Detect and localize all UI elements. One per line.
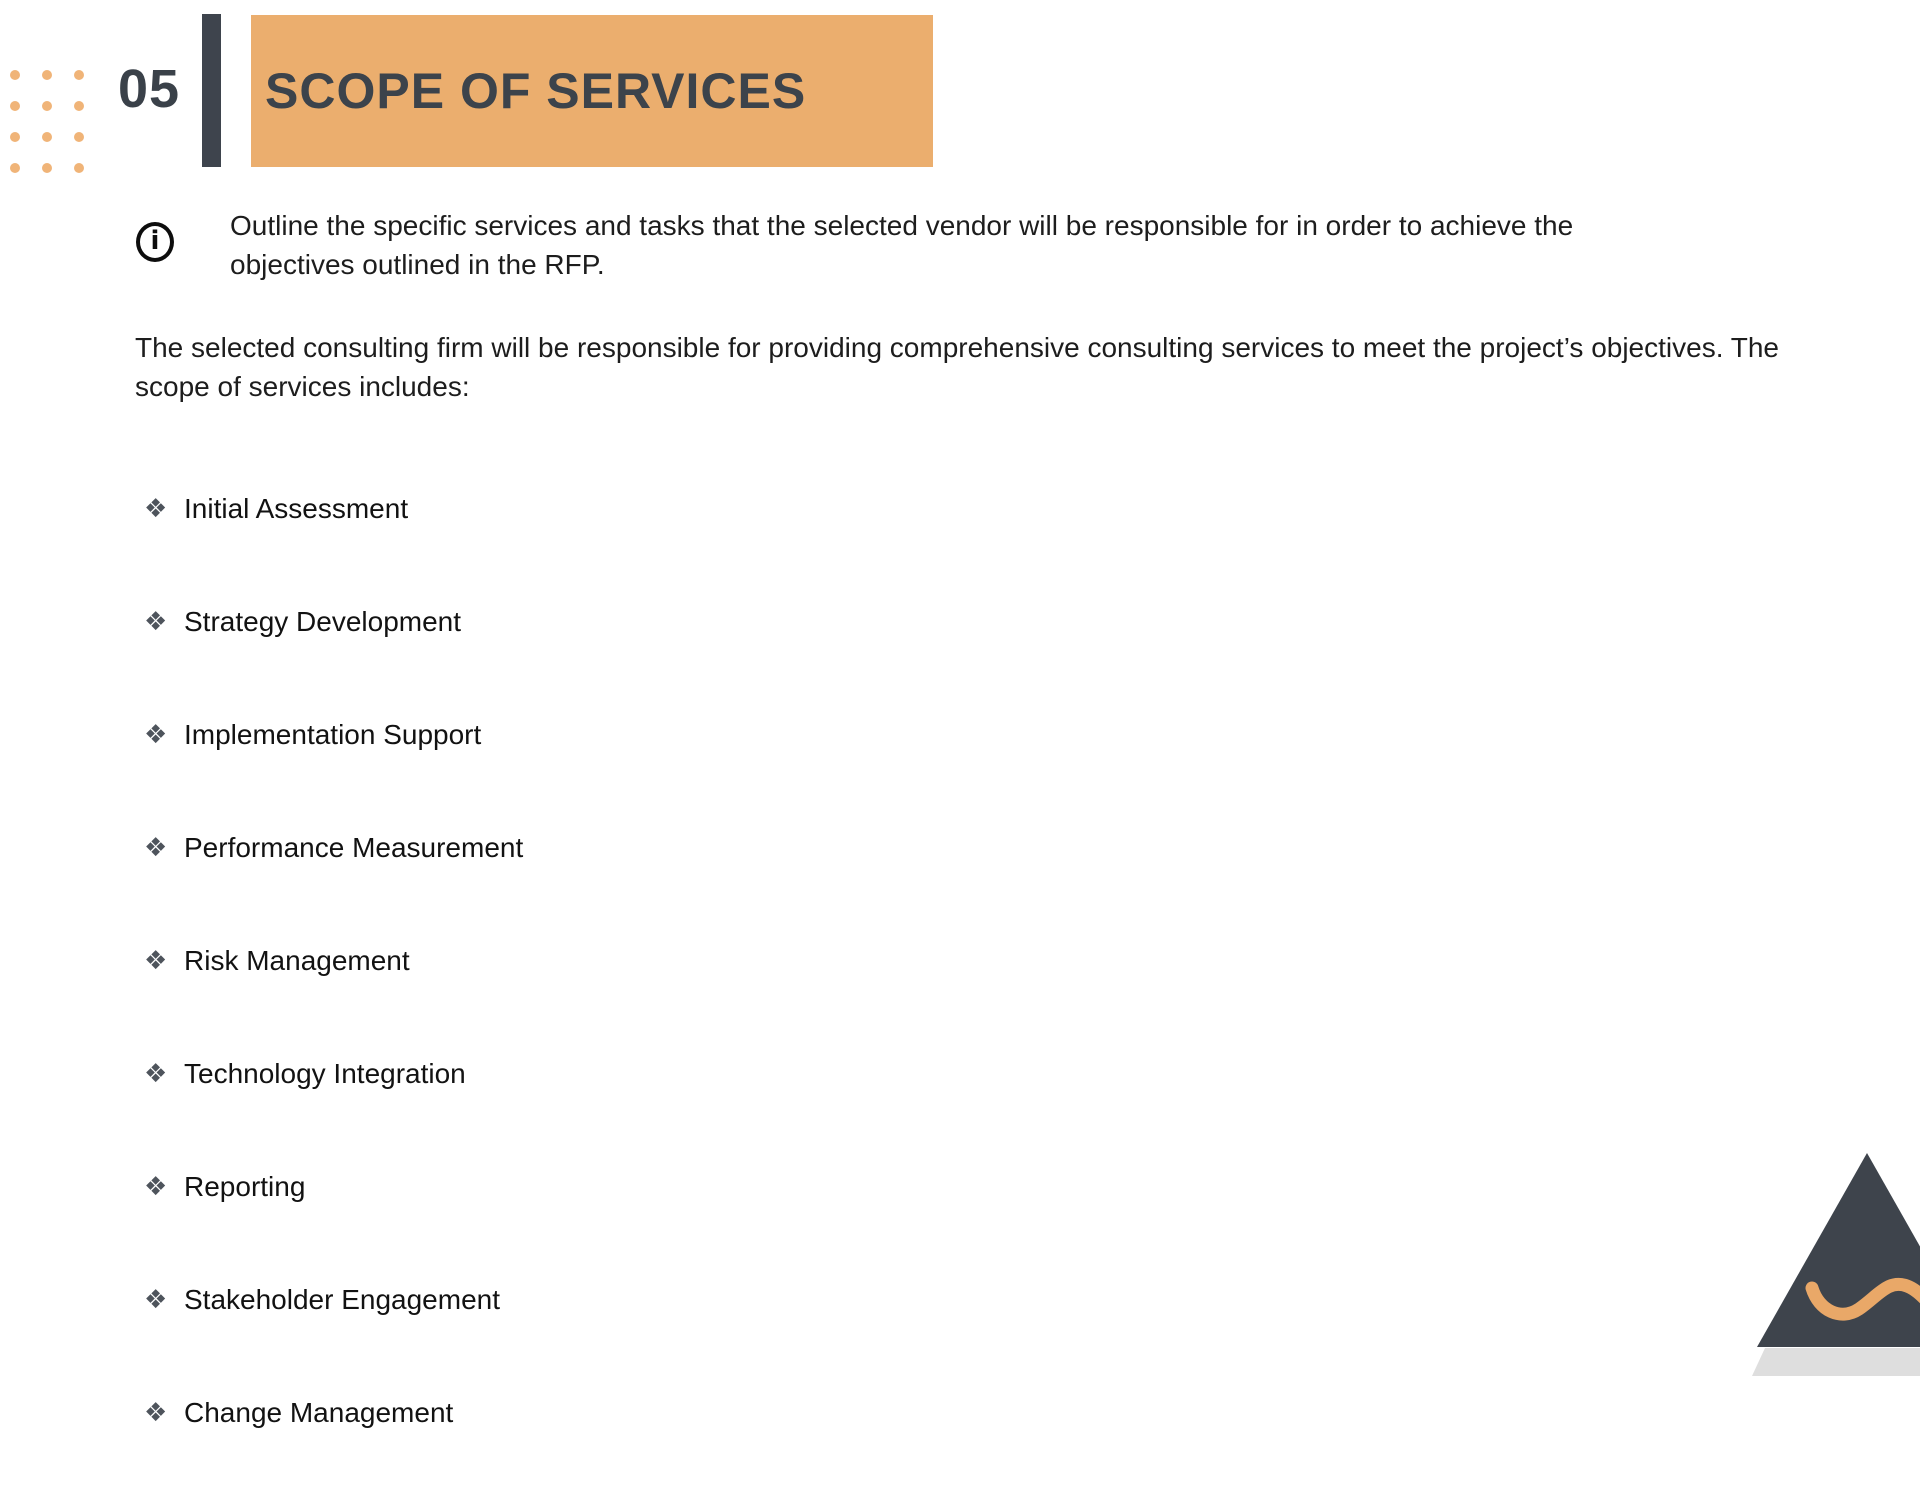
service-item-label: Technology Integration (184, 1058, 466, 1089)
diamond-bullet-icon: ❖ (144, 1285, 168, 1315)
service-item-label: Risk Management (184, 945, 410, 976)
service-item-label: Reporting (184, 1171, 306, 1202)
title-banner (251, 15, 933, 167)
logo-triangle (1740, 1145, 1920, 1390)
service-list-item (135, 492, 523, 605)
service-item-label: Stakeholder Engagement (184, 1284, 500, 1315)
dot-grid-decoration (10, 70, 84, 173)
logo-shadow (1752, 1348, 1920, 1376)
diamond-bullet-icon: ❖ (144, 1398, 168, 1428)
service-list-item (135, 1170, 523, 1283)
service-list-item (135, 1396, 523, 1509)
section-number: 05 (118, 59, 181, 119)
diamond-bullet-icon: ❖ (144, 833, 168, 863)
service-list-item (135, 944, 523, 1057)
service-list-item (135, 1283, 523, 1396)
diamond-bullet-icon: ❖ (144, 1059, 168, 1089)
service-item-label: Implementation Support (184, 719, 482, 750)
diamond-bullet-icon: ❖ (144, 494, 168, 524)
service-list-item (135, 1057, 523, 1170)
service-list-item (135, 718, 523, 831)
info-note (136, 206, 1700, 284)
diamond-bullet-icon: ❖ (144, 720, 168, 750)
diamond-bullet-icon: ❖ (144, 946, 168, 976)
diamond-bullet-icon: ❖ (144, 607, 168, 637)
service-item-label: Performance Measurement (184, 832, 524, 863)
info-note-text: Outline the specific services and tasks that the selected vendor will be responsible for in order to achieve the objectives outlined in the RFP. (230, 210, 1574, 280)
service-item-label: Initial Assessment (184, 493, 409, 524)
info-icon: i (136, 222, 174, 262)
service-item-label: Change Management (184, 1397, 454, 1428)
title-accent-bar (202, 14, 221, 167)
intro-paragraph: The selected consulting firm will be responsible for providing comprehensive consulting services to meet the project’s objectives. The scope of services includes: (135, 332, 1780, 402)
page-title: SCOPE OF SERVICES (265, 63, 807, 119)
service-list-item (135, 605, 523, 718)
service-list-item (135, 831, 523, 944)
service-item-label: Strategy Development (184, 606, 462, 637)
services-list (135, 492, 523, 1509)
diamond-bullet-icon: ❖ (144, 1172, 168, 1202)
